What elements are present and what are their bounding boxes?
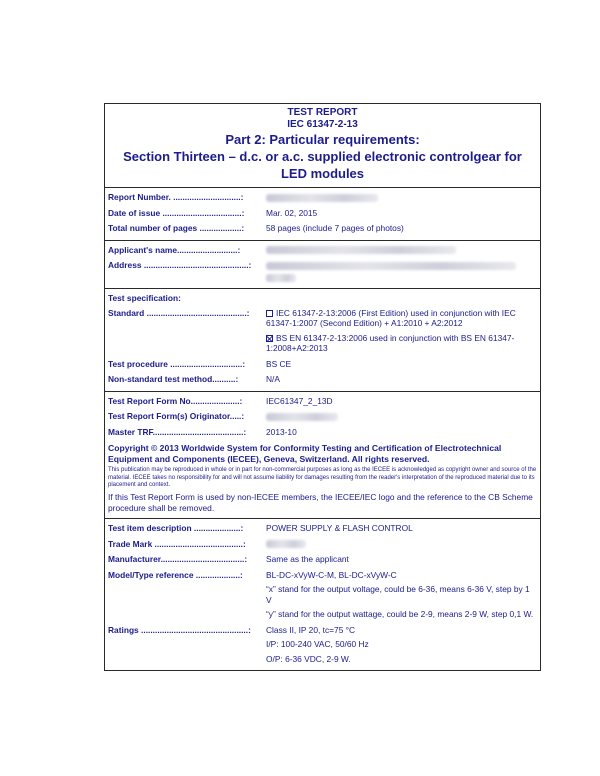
- ratings-value-line1: Class II, IP 20, tc=75 °C: [266, 624, 356, 635]
- redacted-trademark: [266, 540, 306, 548]
- pages-value: 58 pages (include 7 pages of photos): [266, 223, 404, 233]
- applicant-name-label: Applicant's name..........................:: [108, 244, 241, 255]
- test-spec-section: [105, 289, 540, 392]
- standard-option1-checkbox-icon: [266, 310, 273, 317]
- standard-option2-checkbox-icon: [266, 335, 273, 342]
- redacted-report-number: [266, 194, 378, 202]
- header-title: TEST REPORT: [287, 107, 358, 118]
- model-value-line1: BL-DC-xVyW-C-M, BL-DC-xVyW-C: [266, 569, 397, 580]
- form-no-row: [105, 394, 540, 410]
- nonstandard-row: [105, 372, 540, 388]
- nonstandard-value: N/A: [266, 374, 280, 385]
- applicant-name-row: [105, 243, 540, 259]
- redacted-address-line1: [266, 262, 516, 270]
- standard-label: Standard ...........................................:: [108, 307, 250, 318]
- procedure-row: [105, 357, 540, 373]
- item-desc-row: [105, 521, 540, 537]
- copyright-note: If this Test Report Form is used by non-IECEE members, the IECEE/IEC logo and the reference to the CB Scheme procedure shall be removed.: [108, 492, 533, 513]
- standard-row: [105, 306, 540, 357]
- master-trf-row: [105, 425, 540, 441]
- form-no-value: IEC61347_2_13D: [266, 395, 333, 406]
- report-number-label: Report Number. .............................:: [108, 192, 244, 202]
- model-value-line2: “x” stand for the output voltage, could be 6-36, means 6-36 V, step by 1 V: [266, 584, 530, 605]
- applicant-section: [105, 241, 540, 289]
- report-info-section: [105, 188, 540, 241]
- redacted-address-line2: [266, 274, 296, 282]
- date-label: Date of issue ..................................:: [108, 207, 245, 218]
- redacted-applicant-name: [266, 246, 456, 254]
- trademark-label: Trade Mark ......................................:: [108, 538, 246, 549]
- header-part: Part 2: Particular requirements:: [225, 132, 420, 147]
- master-trf-value: 2013-10: [266, 426, 297, 437]
- model-value-line3: “y” stand for the output wattage, could be 2-9, means 2-9 W, step 0,1 W.: [266, 609, 534, 620]
- header-section-cont: LED modules: [280, 166, 365, 181]
- pages-label: Total number of pages ..................:: [108, 223, 245, 233]
- form-no-label: Test Report Form No.....................:: [108, 395, 243, 406]
- header-section: Section Thirteen – d.c. or a.c. supplied electronic controlgear for: [123, 149, 522, 164]
- manufacturer-value: Same as the applicant: [266, 554, 349, 565]
- test-report-document: [104, 103, 541, 671]
- item-desc-value: POWER SUPPLY & FLASH CONTROL: [266, 523, 413, 534]
- originator-row: [105, 409, 540, 425]
- test-item-section: [105, 519, 540, 670]
- pages-row: [105, 221, 540, 237]
- date-value: Mar. 02, 2015: [266, 207, 318, 218]
- trf-section: [105, 392, 540, 519]
- ratings-row: [105, 623, 540, 668]
- procedure-label: Test procedure ...............................:: [108, 358, 246, 369]
- model-row: [105, 568, 540, 623]
- standard-option2-text: BS EN 61347-2-13:2006 used in conjunction with BS EN 61347-1:2008+A2:2013: [266, 332, 515, 354]
- master-trf-label: Master TRF.......................................:: [108, 426, 247, 437]
- address-label: Address .............................................:: [108, 260, 252, 270]
- manufacturer-row: [105, 552, 540, 568]
- copyright-statement: Copyright © 2013 Worldwide System for Conformity Testing and Certification of Electrotechnical Equipment and Components (IECEE), Geneva, Switzerland. All rights reserved.: [108, 443, 502, 464]
- redacted-originator: [266, 413, 338, 421]
- report-number-row: [105, 190, 540, 206]
- test-spec-title: Test specification:: [108, 292, 181, 303]
- date-row: [105, 206, 540, 222]
- model-label: Model/Type reference ...................:: [108, 569, 243, 580]
- address-row: [105, 258, 540, 285]
- manufacturer-label: Manufacturer....................................:: [108, 554, 248, 565]
- ratings-label: Ratings ..............................................:: [108, 624, 251, 635]
- trademark-row: [105, 537, 540, 553]
- ratings-value-line3: O/P: 6-36 VDC, 2-9 W.: [266, 653, 351, 664]
- copyright-fine-print: This publication may be reproduced in whole or in part for non-commercial purposes as long as the IECEE is acknowledged as copyright owner and source of the material. IECEE takes no responsibility for and will not assume liability for damages resulting from the reader's interpretation of the reproduced material due to its placement and context.: [108, 467, 537, 488]
- copyright-block: [105, 440, 540, 515]
- item-desc-label: Test item description ....................:: [108, 523, 244, 534]
- procedure-value: BS CE: [266, 358, 292, 369]
- standard-option1-text: IEC 61347-2-13:2006 (First Edition) used in conjunction with IEC 61347-1:2007 (Second Edition) + A1:2010 + A2:2012: [266, 307, 516, 329]
- nonstandard-label: Non-standard test method..........:: [108, 374, 239, 385]
- ratings-value-line2: I/P: 100-240 VAC, 50/60 Hz: [266, 639, 369, 650]
- header-standard: IEC 61347-2-13: [287, 119, 358, 130]
- report-header: [105, 104, 540, 188]
- originator-label: Test Report Form(s) Originator.....:: [108, 411, 245, 422]
